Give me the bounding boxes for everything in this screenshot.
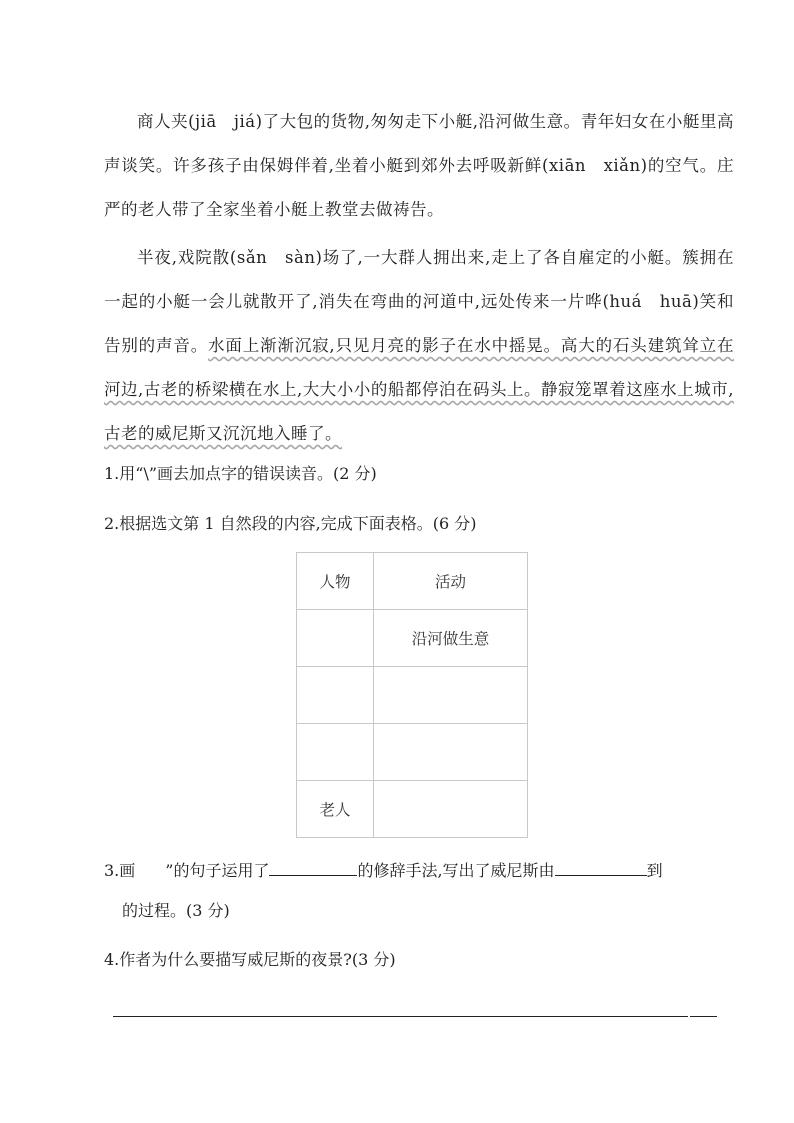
table-cell-person[interactable] bbox=[297, 667, 374, 724]
table-row bbox=[297, 781, 528, 838]
question-3-prefix: 3.画 bbox=[104, 861, 136, 880]
table-row bbox=[297, 667, 528, 724]
table-cell-activity[interactable] bbox=[374, 724, 528, 781]
table-cell-person: 老人 bbox=[297, 781, 374, 838]
answer-blank-from[interactable] bbox=[555, 857, 647, 876]
question-3-text-c: 到 bbox=[646, 861, 663, 880]
wavy-line-sample bbox=[135, 860, 165, 876]
table-header-row bbox=[297, 553, 528, 610]
passage-paragraph-2-text: 半夜,戏院散(sǎn sàn)场了,一大群人拥出来,走上了各自雇定的小艇。簇拥在一起的小艇一会儿就散开了,消失在弯曲的河道中,远处传来一片哗(huá huā)笑和告别的声音。 bbox=[104, 248, 734, 355]
question-3-text-b: 的修辞手法,写出了威尼斯由 bbox=[357, 861, 555, 880]
question-1: 1.用“\”画去加点字的错误读音。(2 分) bbox=[104, 464, 377, 483]
question-3-text-a: ”的句子运用了 bbox=[165, 861, 270, 880]
answer-blank-rhetoric[interactable] bbox=[269, 857, 357, 876]
table-header-person: 人物 bbox=[297, 553, 374, 610]
question-3 bbox=[104, 857, 663, 883]
table-cell-person[interactable] bbox=[297, 610, 374, 667]
table-cell-person[interactable] bbox=[297, 724, 374, 781]
table-cell-activity[interactable] bbox=[374, 781, 528, 838]
question-2: 2.根据选文第 1 自然段的内容,完成下面表格。(6 分) bbox=[104, 514, 477, 533]
answer-line-end bbox=[690, 1016, 717, 1017]
passage-paragraph-1: 商人夹(jiā jiá)了大包的货物,匆匆走下小艇,沿河做生意。青年妇女在小艇里高声谈笑。许多孩子由保姆伴着,坐着小艇到郊外去呼吸新鲜(xiān xiǎn)的空气。庄严的老人带了全家坐着小艇上教堂去做祷告。 bbox=[104, 112, 734, 219]
question-3-line-2: 的过程。(3 分) bbox=[122, 901, 230, 920]
activity-table bbox=[296, 552, 528, 838]
table-header-activity: 活动 bbox=[374, 553, 528, 610]
answer-line[interactable] bbox=[113, 1016, 688, 1017]
table-cell-activity: 沿河做生意 bbox=[374, 610, 528, 667]
wavy-underlined-sentence: 水面上渐渐沉寂,只见月亮的影子在水中摇晃。高大的石头建筑耸立在河边,古老的桥梁横在水上,大大小小的船都停泊在码头上。静寂笼罩着这座水上城市,古老的威尼斯又沉沉地入睡了。 bbox=[104, 336, 735, 443]
question-4: 4.作者为什么要描写威尼斯的夜景?(3 分) bbox=[104, 950, 396, 969]
table-row bbox=[297, 724, 528, 781]
passage-paragraph-2 bbox=[104, 236, 734, 456]
table-row bbox=[297, 610, 528, 667]
table-cell-activity[interactable] bbox=[374, 667, 528, 724]
